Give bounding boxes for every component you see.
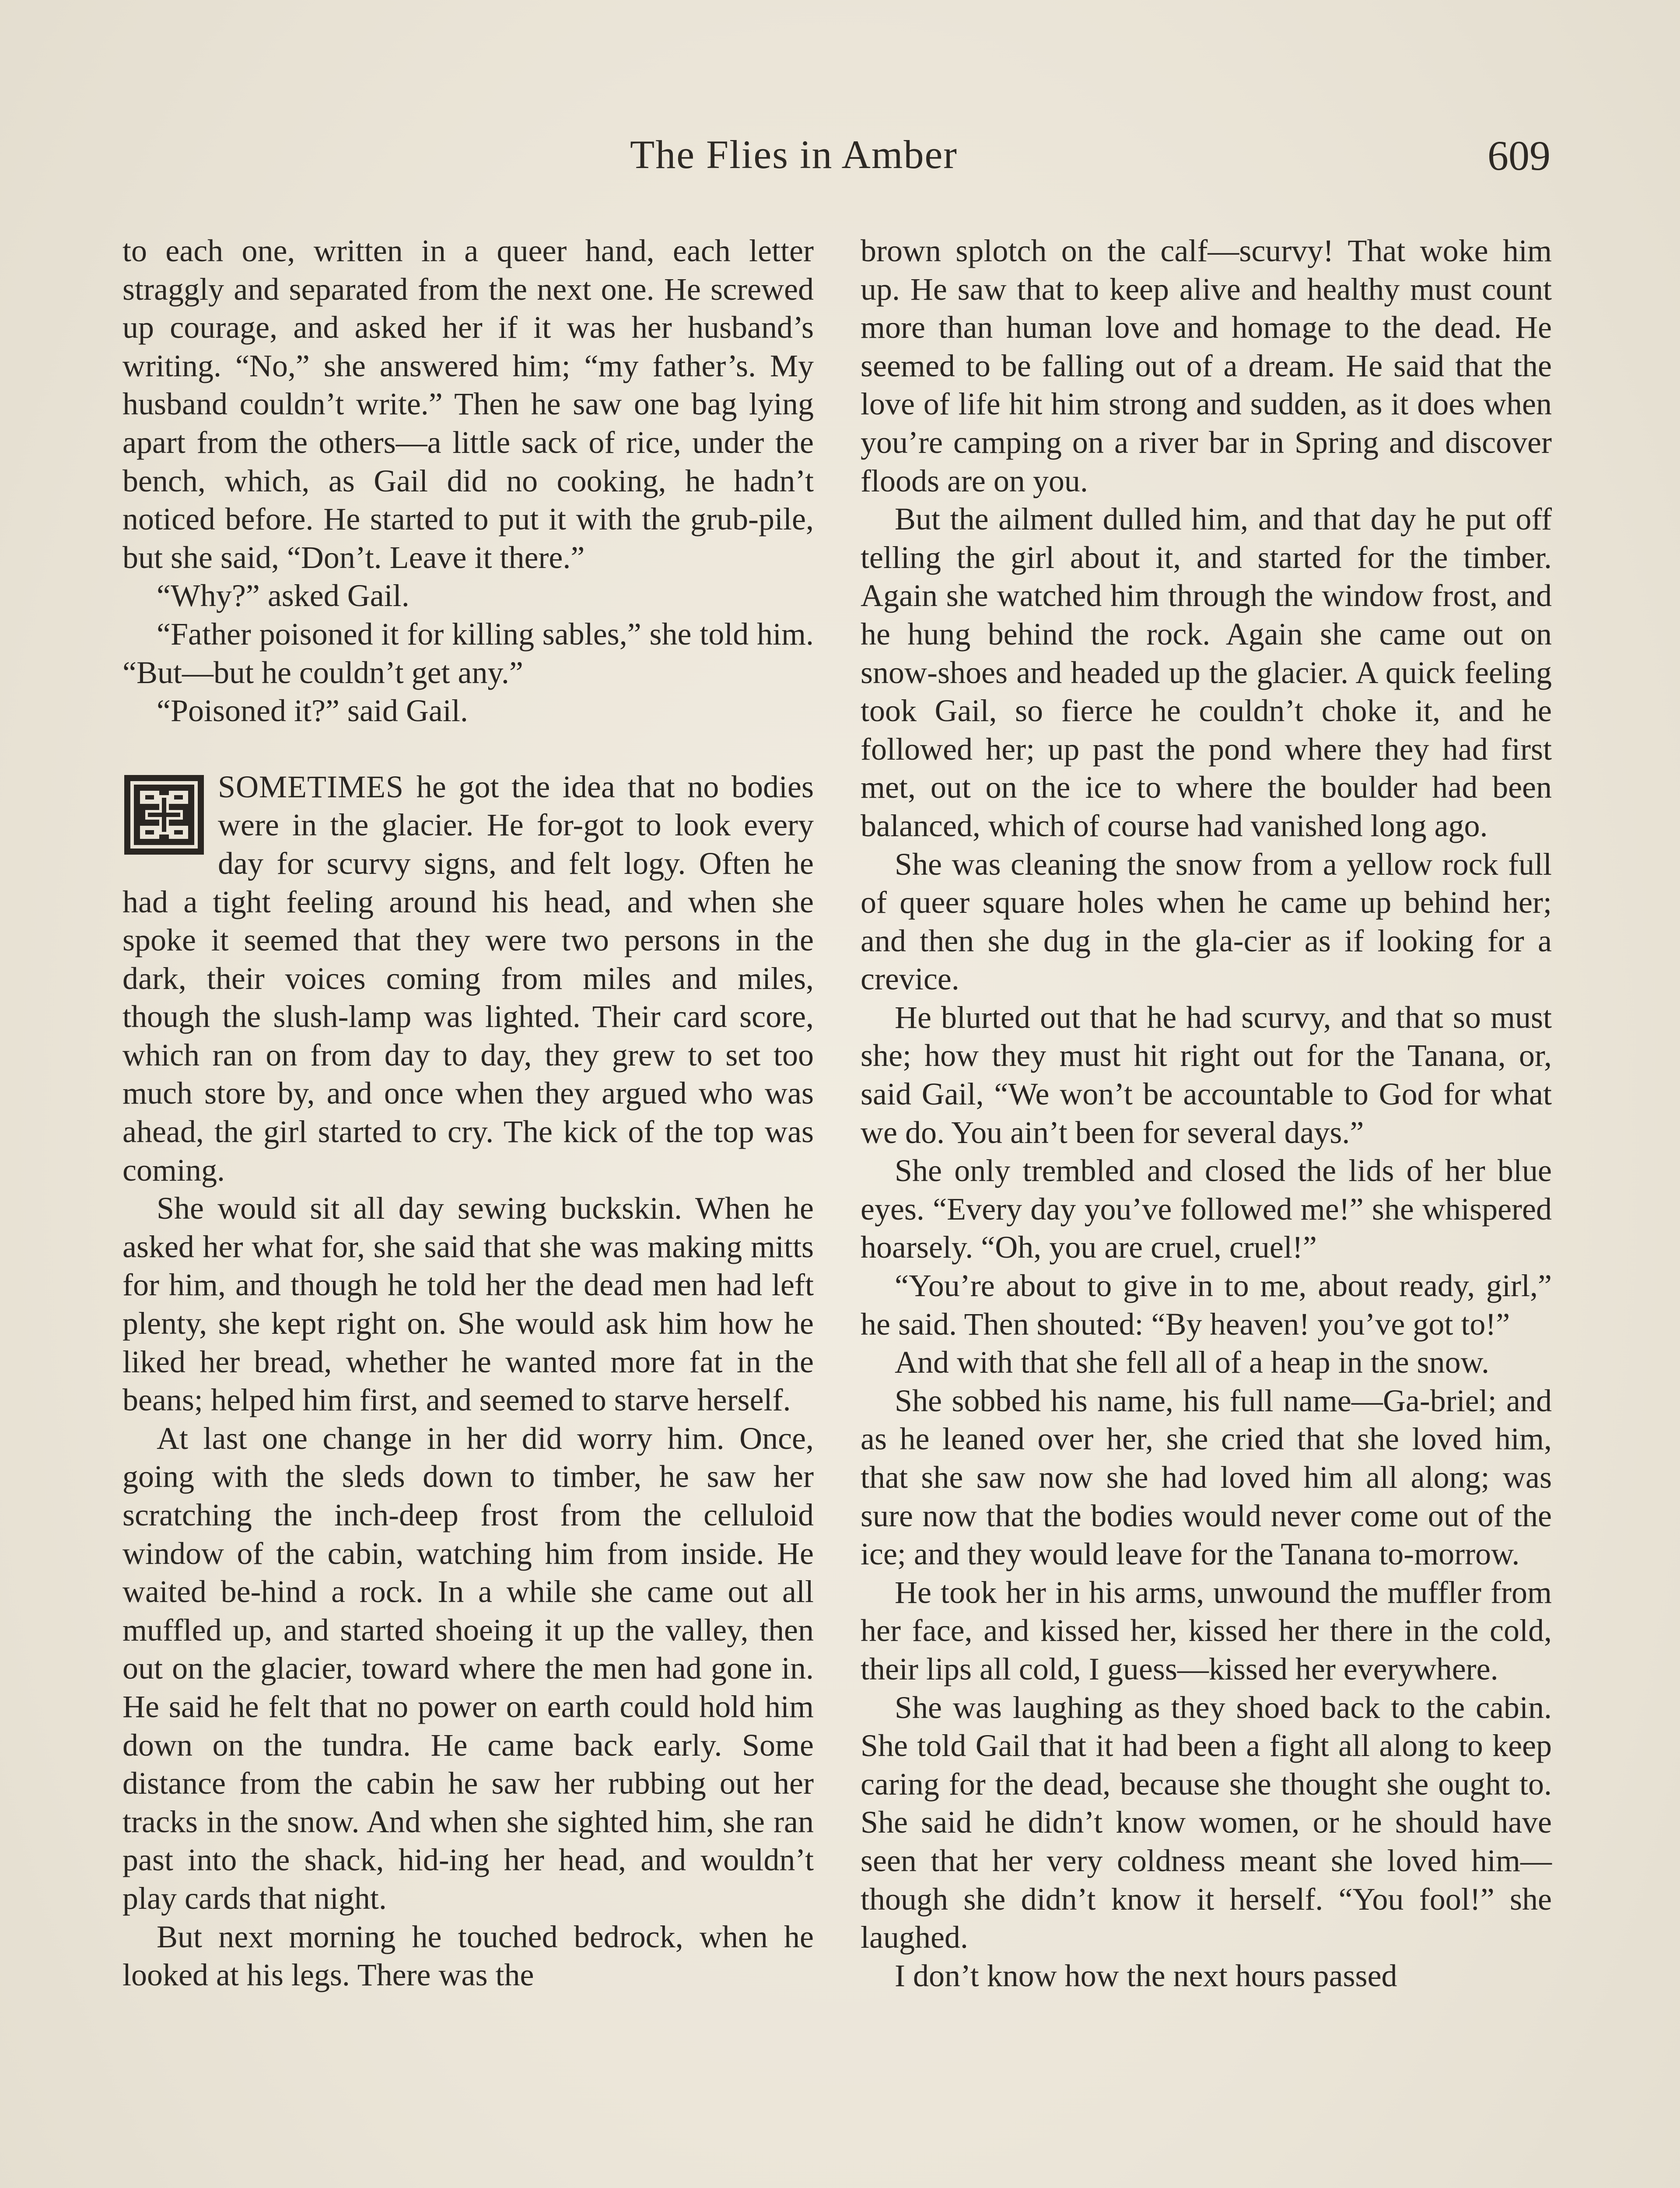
paragraph: to each one, written in a queer hand, each letter straggly and separated from the next one. He screwed up courage, and asked her if it was her husband’s writing. “No,” she answered him; “my father’s. My husband couldn’t write.” Then he saw one bag lying apart from the others—a little sack of rice, under the bench, which, as Gail did no cooking, he hadn’t noticed before. He started to put it with the grub-pile, but she said, “Don’t. Leave it there.” — [122, 233, 814, 575]
ornament-dropcap-icon — [122, 773, 206, 856]
right-column — [861, 232, 1552, 1995]
paragraph: I don’t know how the next hours passed — [895, 1958, 1397, 1993]
paragraph: “Why?” asked Gail. — [157, 578, 410, 614]
paragraph: At last one change in her did worry him. Once, going with the sleds down to timber, he saw her scratching the inch-deep frost from the celluloid window of the cabin, watching him from inside. He waited be-hind a rock. In a while she came out all muffled up, and started shoeing it up the valley, then out on the glacier, toward where the men had gone in. He said he felt that no power on earth could hold him down on the tundra. He came back early. Some distance from the cabin he saw her rubbing out her tracks in the snow. And when she sighted him, she ran past into the shack, hid-ing her head, and wouldn’t play cards that night. — [122, 1420, 814, 1916]
paragraph: But next morning he touched bedrock, when he looked at his legs. There was the — [122, 1919, 814, 1993]
page-number: 609 — [1488, 132, 1550, 179]
page-header-title: The Flies in Amber — [630, 132, 958, 177]
paragraph: “Father poisoned it for killing sables,” she told him. “But—but he couldn’t get any.” — [122, 616, 814, 690]
paragraph: She only trembled and closed the lids of her blue eyes. “Every day you’ve followed me!” she whispered hoarsely. “Oh, you are cruel, cruel!” — [861, 1153, 1552, 1265]
running-head — [0, 131, 1680, 193]
paragraph: She was laughing as they shoed back to the cabin. She told Gail that it had been a fight all along to keep caring for the dead, because she thought she ought to. She said he didn’t know women, or he should have seen that her very coldness meant she loved him—though she didn’t know it herself. “You fool!” she laughed. — [861, 1690, 1552, 1955]
paragraph: She would sit all day sewing buckskin. When he asked her what for, she said that she was making mitts for him, and though he told her the dead men had left plenty, she kept right on. She would ask him how he liked her bread, whether he wanted more fat in the beans; helped him first, and seemed to starve herself. — [122, 1191, 814, 1418]
paragraph-text: he got the idea that no bodies were in the glacier. He for-got to look every day for scurvy signs, and felt logy. Often he had a tight feeling around his head, and when she spoke it seemed that they were two persons in the dark, their voices coming from miles and miles, though the slush-lamp was lighted. Their card score, which ran on from day to day, they grew to set too much store by, and once when they argued who was ahead, the girl started to cry. The kick of the top was coming. — [122, 769, 814, 1188]
paragraph: He blurted out that he had scurvy, and that so must she; how they must hit right out for the Tanana, or, said Gail, “We won’t be accountable to God for what we do. You ain’t been for several days.” — [861, 999, 1552, 1150]
paragraph: He took her in his arms, unwound the muffler from her face, and kissed her, kissed her there in the cold, their lips all cold, I guess—kissed her everywhere. — [861, 1574, 1552, 1687]
paragraph: But the ailment dulled him, and that day he put off telling the girl about it, and started for the timber. Again she watched him through the window frost, and he hung behind the rock. Again she came out on snow-shoes and headed up the glacier. A quick feeling took Gail, so fierce he couldn’t choke it, and he followed her; up past the pond where they had first met, out on the ice to where the boulder had been balanced, which of course had vanished long ago. — [861, 501, 1552, 843]
paragraph: brown splotch on the calf—scurvy! That woke him up. He saw that to keep alive and healthy must count more than human love and homage to the dead. He seemed to be falling out of a dream. He said that the love of life hit him strong and sudden, as it does when you’re camping on a river bar in Spring and discover floods are on you. — [861, 233, 1552, 498]
left-column — [122, 232, 814, 1995]
lead-in-word: SOMETIMES — [218, 769, 404, 804]
paragraph: She was cleaning the snow from a yellow rock full of queer square holes when he came up behind her; and then she dug in the gla-cier as if looking for a crevice. — [861, 846, 1552, 997]
paragraph: And with that she fell all of a heap in the snow. — [895, 1345, 1489, 1380]
paragraph: “You’re about to give in to me, about ready, girl,” he said. Then shouted: “By heaven! you’ve got to!” — [861, 1268, 1552, 1342]
section-break — [122, 730, 814, 768]
paragraph: “Poisoned it?” said Gail. — [157, 693, 468, 729]
dropcap-paragraph — [122, 768, 814, 1190]
paragraph: She sobbed his name, his full name—Ga-briel; and as he leaned over her, she cried that she loved him, that she saw now she had loved him all along; was sure now that the bodies would never come out of the ice; and they would leave for the Tanana to-morrow. — [861, 1383, 1552, 1572]
